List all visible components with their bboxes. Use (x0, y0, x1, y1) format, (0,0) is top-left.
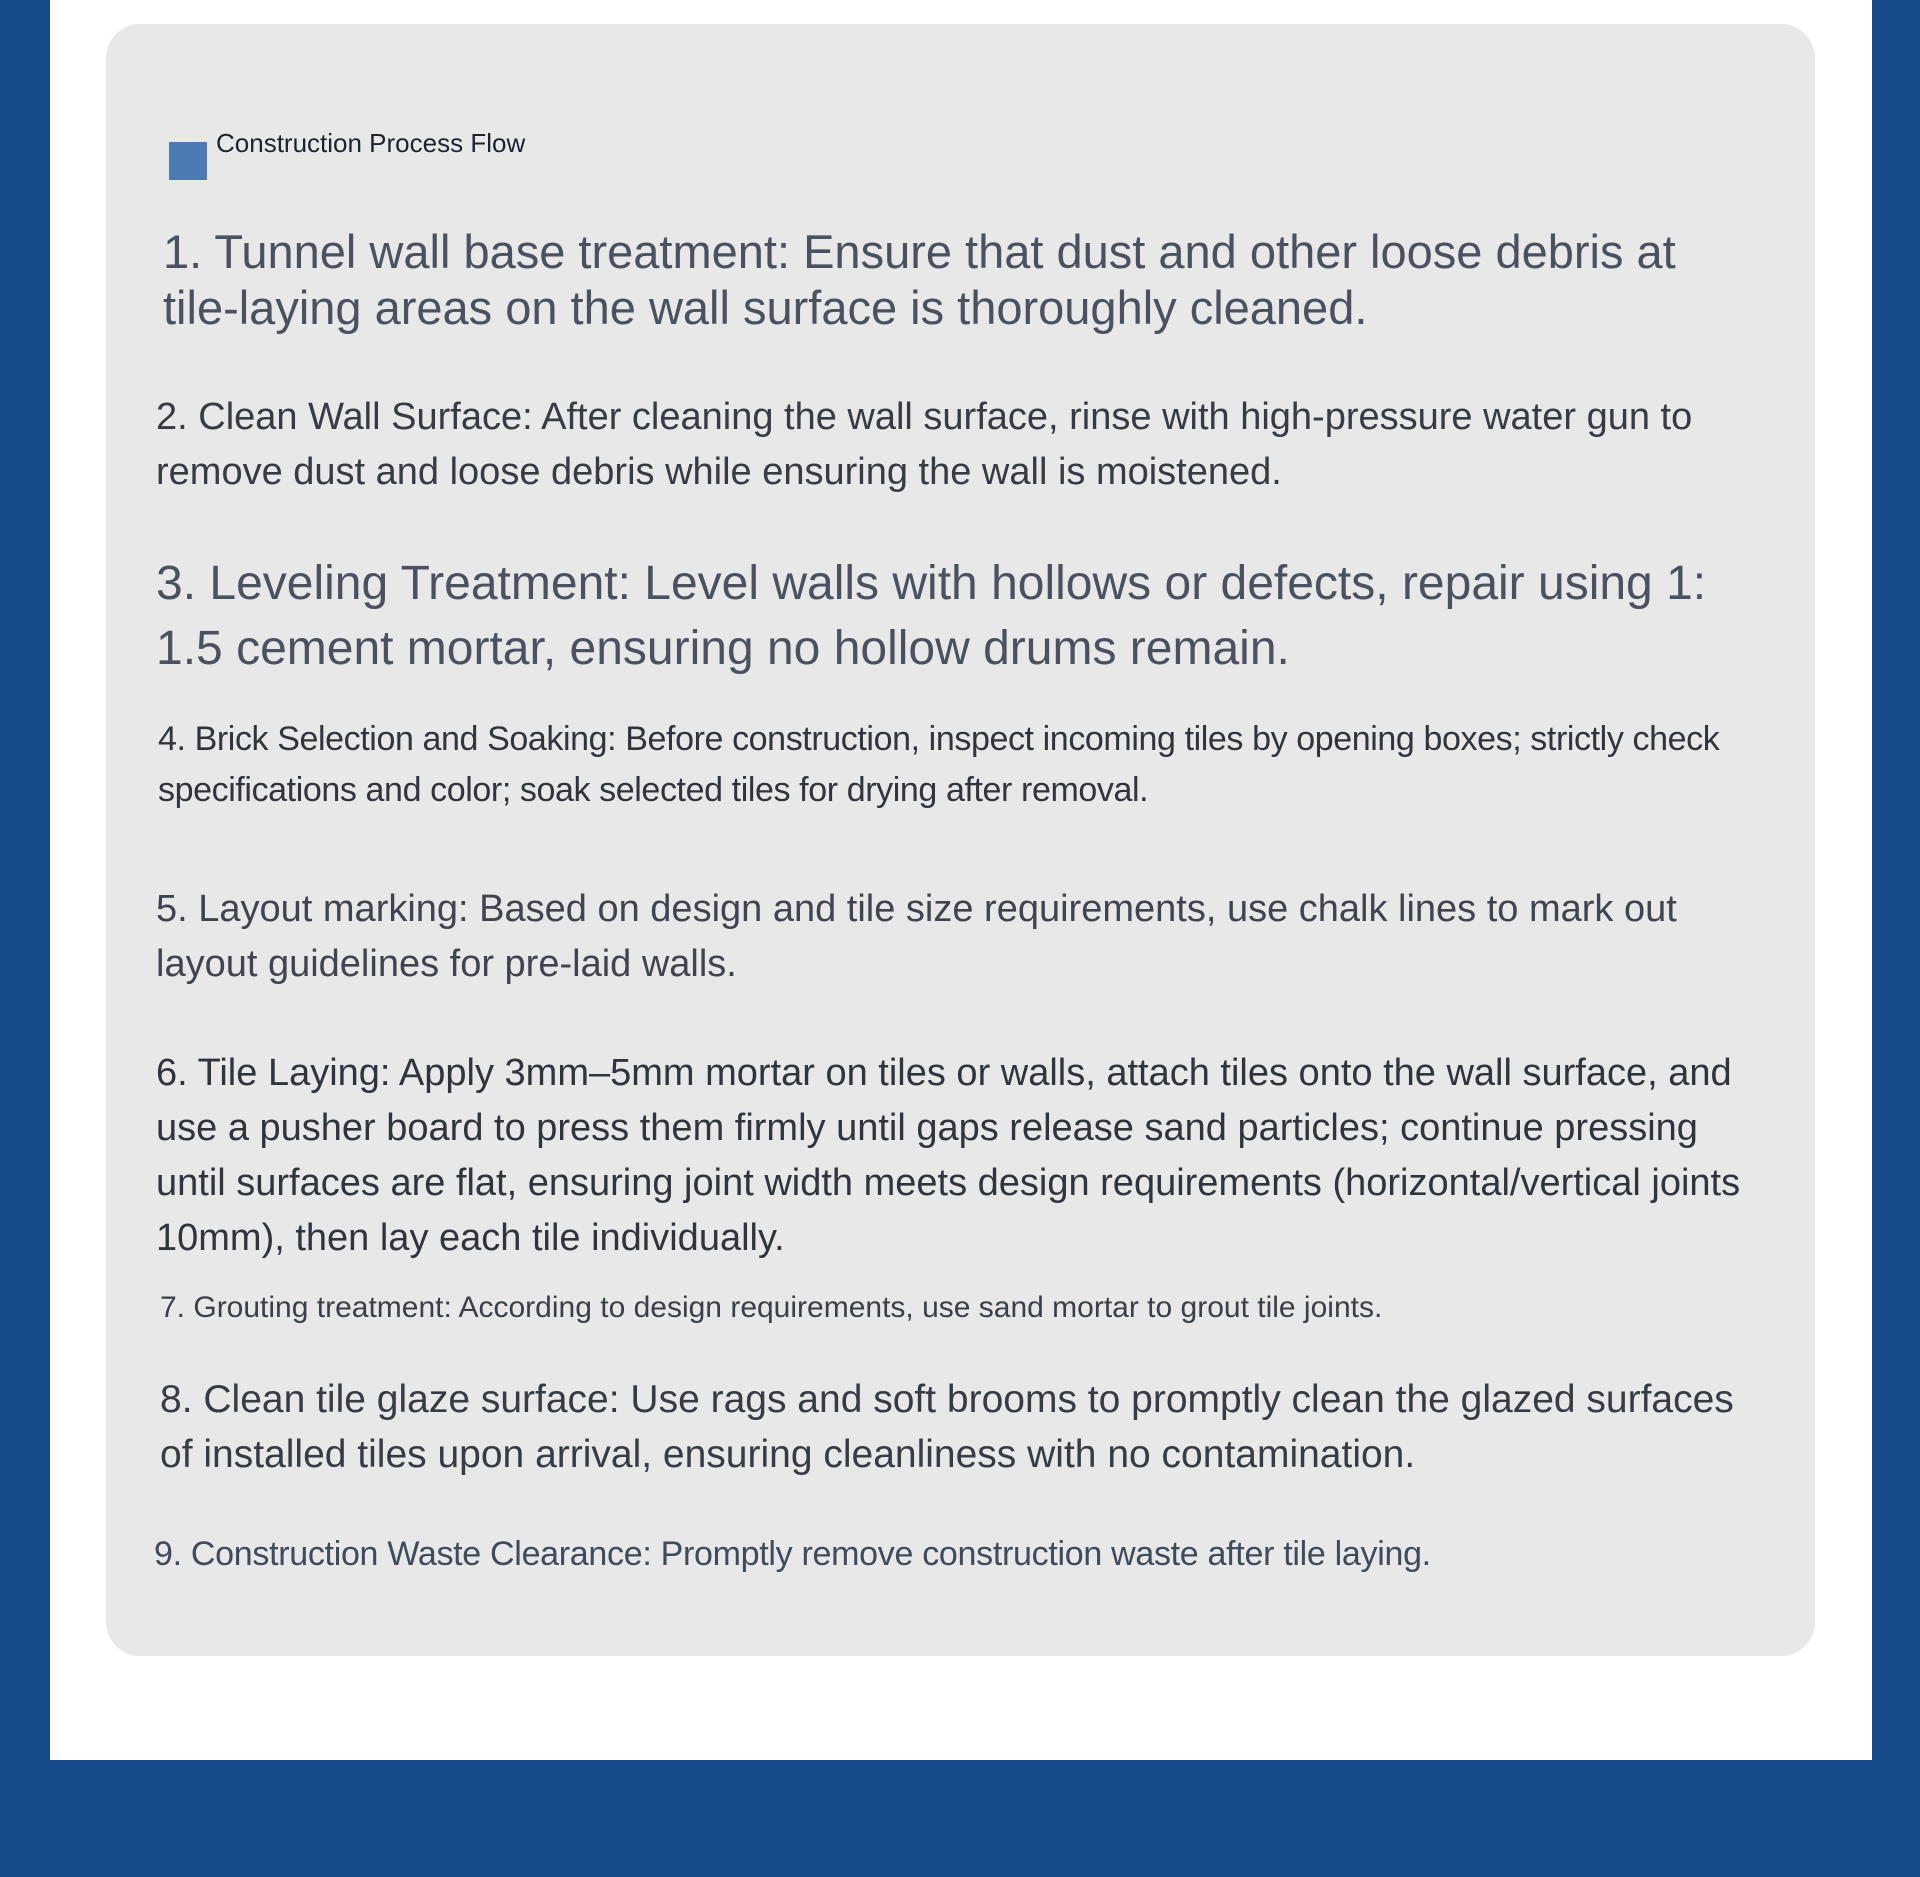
process-step: 7. Grouting treatment: According to design requirements, use sand mortar to grout tile joints. (160, 1291, 1383, 1324)
process-step: 4. Brick Selection and Soaking: Before construction, inspect incoming tiles by opening boxes; strictly check specifications and color; soak selected tiles for drying after removal. (158, 720, 1720, 809)
page-sheet (50, 0, 1872, 1760)
process-step: 8. Clean tile glaze surface: Use rags and soft brooms to promptly clean the glazed surfaces of installed tiles upon arrival, ensuring cleanliness with no contamination. (160, 1378, 1734, 1476)
process-step: 3. Leveling Treatment: Level walls with hollows or defects, repair using 1: 1.5 cement mortar, ensuring no hollow drums remain. (156, 557, 1707, 675)
process-step: 6. Tile Laying: Apply 3mm–5mm mortar on tiles or walls, attach tiles onto the wall surface, and use a pusher board to press them firmly until gaps release sand particles; continue pressing until surfaces are flat, ensuring joint width meets design requirements (horizontal/vertical joints 10mm), then lay each tile individually. (156, 1052, 1741, 1259)
process-step: 5. Layout marking: Based on design and tile size requirements, use chalk lines to mark out layout guidelines for pre-laid walls. (156, 888, 1677, 985)
process-step: 1. Tunnel wall base treatment: Ensure that dust and other loose debris at tile-laying areas on the wall surface is thoroughly cleaned. (163, 225, 1676, 334)
process-step: 2. Clean Wall Surface: After cleaning the wall surface, rinse with high-pressure water gun to remove dust and loose debris while ensuring the wall is moistened. (156, 396, 1693, 493)
section-title: Construction Process Flow (216, 128, 526, 158)
square-bullet-icon (169, 142, 207, 180)
process-step: 9. Construction Waste Clearance: Promptly remove construction waste after tile laying. (154, 1535, 1431, 1573)
section-header (169, 126, 769, 186)
process-card (106, 24, 1815, 1656)
